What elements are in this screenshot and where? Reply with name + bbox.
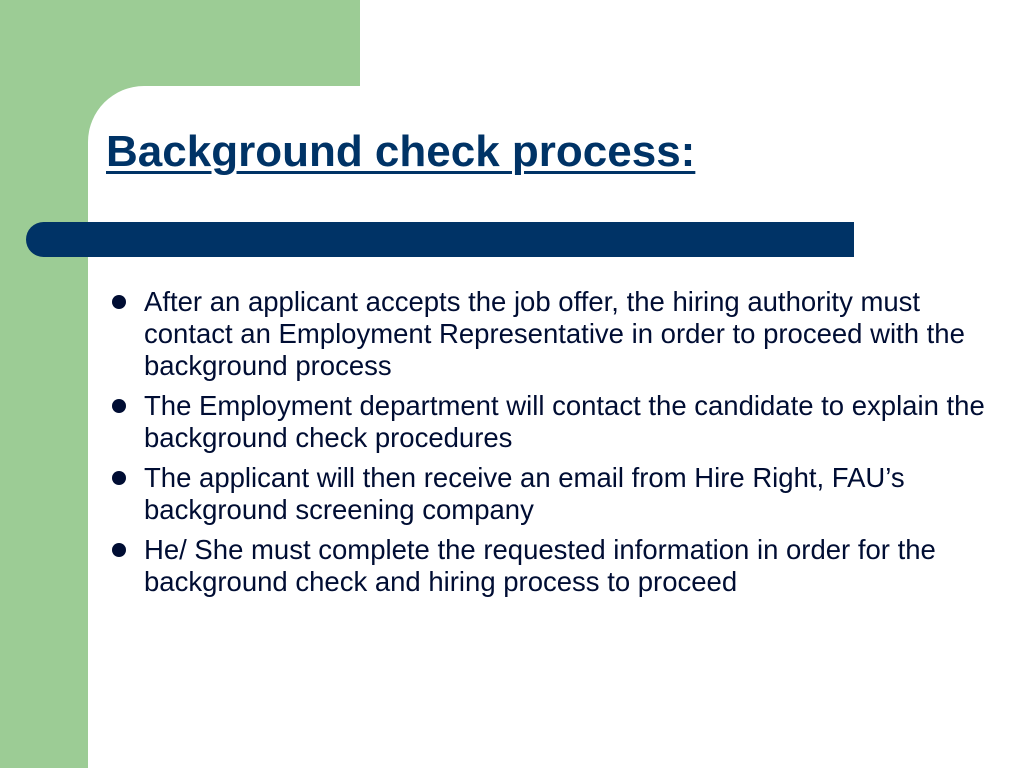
bullet-text: After an applicant accepts the job offer, the hiring authority must contact an Employment Representative in order to proceed with the background process: [144, 286, 965, 381]
title-divider-bar: [26, 222, 854, 257]
bullet-dot-icon: [112, 399, 126, 413]
bullet-dot-icon: [112, 471, 126, 485]
bullet-list: [106, 286, 986, 606]
bullet-item: [106, 390, 986, 454]
bullet-text: The Employment department will contact the candidate to explain the background check procedures: [144, 390, 985, 453]
bullet-item: [106, 534, 986, 598]
bullet-text: He/ She must complete the requested information in order for the background check and hiring process to proceed: [144, 534, 936, 597]
bullet-dot-icon: [112, 295, 126, 309]
bullet-text: The applicant will then receive an email from Hire Right, FAU’s background screening company: [144, 462, 905, 525]
bullet-item: [106, 462, 986, 526]
slide-title: Background check process:: [106, 127, 696, 176]
bullet-item: [106, 286, 986, 382]
bullet-dot-icon: [112, 543, 126, 557]
